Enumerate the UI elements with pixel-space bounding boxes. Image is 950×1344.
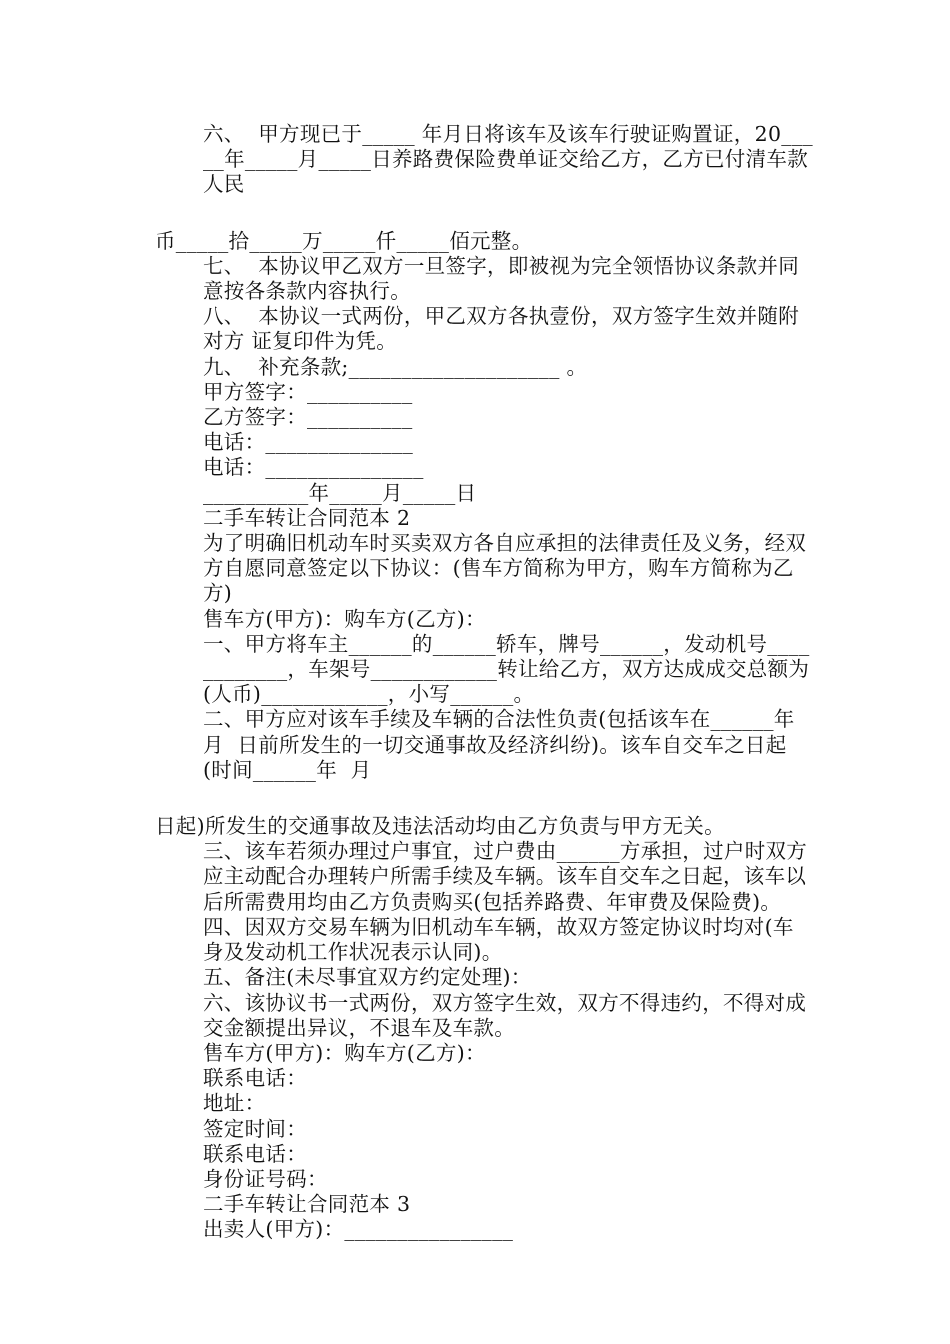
spacer — [145, 198, 813, 229]
signing-date-line: 签定时间： — [203, 1116, 307, 1141]
spacer — [145, 783, 813, 814]
party-b-signature: 乙方签字：__________ — [203, 405, 413, 430]
clause-9-supplement: 九、 补充条款;____________________ 。 — [203, 354, 588, 379]
date-line: __________年_____月_____日 — [203, 480, 477, 505]
template-2-parties: 售车方(甲方)：购车方(乙方)： — [203, 606, 486, 631]
id-number-line: 身份证号码： — [203, 1166, 328, 1191]
document-body — [145, 122, 813, 1243]
template-2-clause-1: 一、甲方将车主______的______轿车，牌号______，发动机号____________，车架号____________转让给乙方，双方达成成交总额为(人币)____________，小写______。 — [203, 631, 810, 707]
template-2-signoff-parties: 售车方(甲方)：购车方(乙方)： — [203, 1040, 486, 1065]
template-2-clause-4: 四、因双方交易车辆为旧机动车车辆，故双方签定协议时均对(车身及发动机工作状况表示认同)。 — [203, 914, 794, 965]
template-2-clause-5: 五、备注(未尽事宜双方约定处理)： — [203, 965, 532, 990]
contact-phone-2: 联系电话： — [203, 1141, 307, 1166]
template-2-intro: 为了明确旧机动车时买卖双方各自应承担的法律责任及义务，经双方自愿同意签定以下协议：(售车方简称为甲方，购车方简称为乙方) — [203, 531, 807, 606]
template-2-clause-2: 二、甲方应对该车手续及车辆的合法性负责(包括该车在______年 月 日前所发生的一切交通事故及经济纠纷)。该车自交车之日起(时间______年 月 — [203, 707, 809, 782]
clause-6-payment: 六、 甲方现已于_____ 年月日将该车及该车行驶证购置证，20_____年_____月_____日养路费保险费单证交给乙方，乙方已付清车款人民 — [203, 122, 813, 197]
section-heading-template-2: 二手车转让合同范本 2 — [203, 505, 411, 530]
clause-6-amount-line: 币_____拾_____万_____仟_____佰元整。 — [155, 228, 533, 253]
template-3-seller: 出卖人(甲方)：________________ — [203, 1217, 514, 1242]
phone-line-2: 电话：_______________ — [203, 455, 424, 480]
phone-line-1: 电话：______________ — [203, 430, 414, 455]
contact-phone-1: 联系电话： — [203, 1066, 307, 1091]
template-2-clause-6: 六、该协议书一式两份，双方签字生效，双方不得违约，不得对成交金额提出异议，不退车及车款。 — [203, 990, 807, 1040]
section-heading-template-3: 二手车转让合同范本 3 — [203, 1192, 411, 1217]
address-line: 地址： — [203, 1091, 266, 1116]
clause-7: 七、 本协议甲乙双方一旦签字，即被视为完全领悟协议条款并同意按各条款内容执行。 — [203, 253, 800, 304]
template-2-clause-2-cont: 日起)所发生的交通事故及违法活动均由乙方负责与甲方无关。 — [155, 814, 725, 839]
clause-8: 八、 本协议一式两份，甲乙双方各执壹份，双方签字生效并随附对方 证复印件为凭。 — [203, 304, 800, 354]
template-2-clause-3: 三、该车若须办理过户事宜，过户费由______方承担，过户时双方应主动配合办理转户所需手续及车辆。该车自交车之日起，该车以后所需费用均由乙方负责购买(包括养路费、年审费及保险费)。 — [203, 839, 808, 914]
party-a-signature: 甲方签字：__________ — [203, 379, 413, 404]
